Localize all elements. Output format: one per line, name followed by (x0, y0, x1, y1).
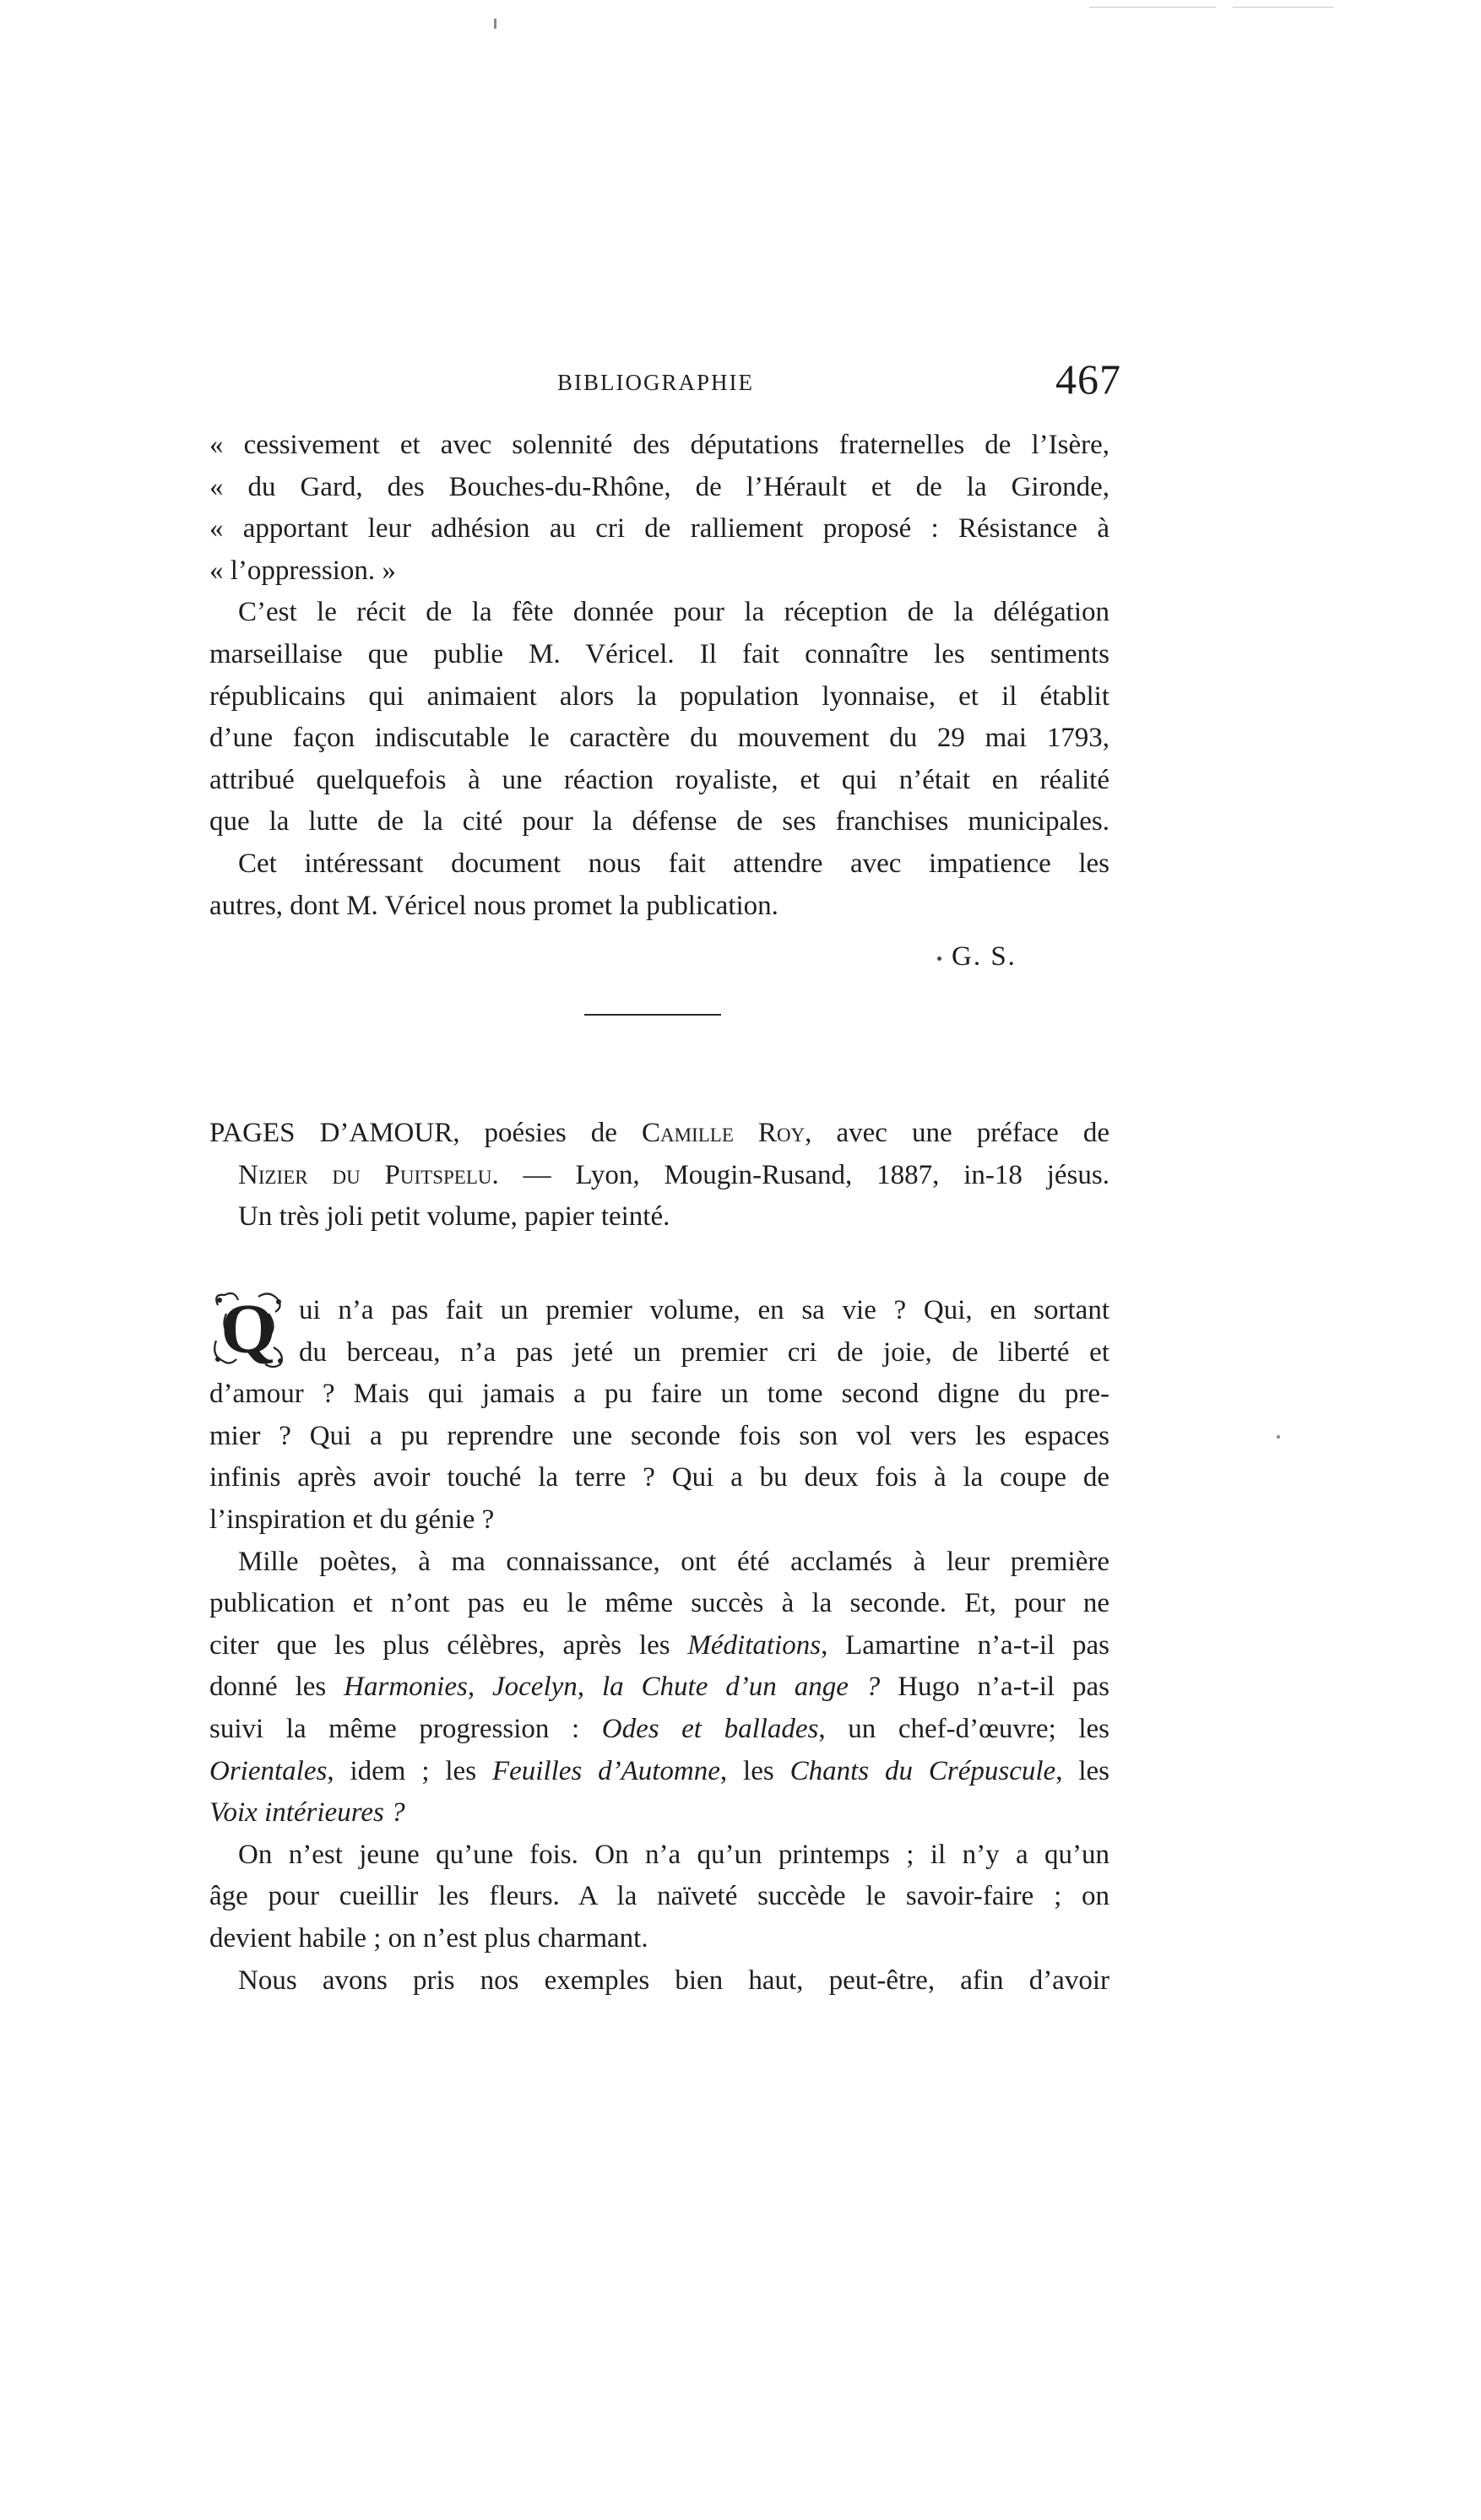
work-title: Orientales (209, 1755, 328, 1786)
text-line: marseillaise que publie M. Véricel. Il fait connaître les sentiments (209, 638, 1109, 669)
review-text (209, 1290, 1109, 2002)
scan-edge-mark (1089, 7, 1216, 8)
text-fragment: , idem ; les (327, 1755, 477, 1786)
bib-text: , poésies de (453, 1118, 642, 1148)
bib-line-1 (209, 1113, 1109, 1155)
text-line: âge pour cueillir les fleurs. A la naïveté succède le savoir-faire ; on (209, 1881, 1109, 1912)
work-title: Odes et ballades (601, 1713, 819, 1744)
text-line: autres, dont M. Véricel nous promet la publication. (209, 890, 778, 921)
stray-dot (494, 19, 496, 29)
text-line: « du Gard, des Bouches-du-Rhône, de l’Hérault et de la Gironde, (209, 471, 1109, 502)
text-line: attribué quelquefois à une réaction royaliste, et qui n’était en réalité (209, 764, 1109, 795)
work-title: Feuilles d’Automne (491, 1755, 720, 1786)
text-line: Cet intéressant document nous fait attendre avec impatience les (238, 848, 1109, 879)
section-divider (584, 1014, 721, 1016)
bib-line-2 (209, 1155, 1109, 1197)
text-line (209, 1666, 1109, 1709)
text-line: « l’oppression. » (209, 555, 396, 586)
text-line: infinis après avoir touché la terre ? Qui a bu deux fois à la coupe de (209, 1462, 1109, 1493)
text-line: républicains qui animaient alors la population lyonnaise, et il établit (209, 680, 1109, 712)
text-line: Mille poètes, à ma connaissance, ont été acclamés à leur première (238, 1546, 1109, 1577)
text-line: du berceau, n’a pas jeté un premier cri de joie, de liberté et (299, 1336, 1109, 1368)
text-line: « apportant leur adhésion au cri de ralliement proposé : Résistance à (209, 513, 1109, 545)
work-title: Harmonies, Jocelyn, la Chute d’un ange ? (344, 1672, 881, 1703)
bib-text: , avec une préface de (805, 1118, 1109, 1148)
scan-edge-mark (1233, 7, 1334, 8)
text-fragment: Hugo n’a-t-il pas (898, 1672, 1110, 1703)
signature-text: G. S. (952, 941, 1017, 972)
text-line: l’inspiration et du génie ? (209, 1504, 495, 1535)
signature-dot (937, 957, 941, 961)
work-title: Voix intérieures ? (209, 1797, 405, 1829)
text-line: Nous avons pris nos exemples bien haut, peut-être, afin d’avoir (238, 1965, 1109, 1996)
text-line: « cessivement et avec solennité des députations fraternelles de l’Isère, (209, 430, 1109, 460)
text-line (209, 1751, 1109, 1793)
text-fragment: , un chef-d’œuvre; les (818, 1713, 1109, 1744)
work-title: Méditations (687, 1629, 822, 1661)
text-line: C’est le récit de la fête donnée pour la réception de la délégation (238, 597, 1109, 628)
bibliographic-entry (209, 1113, 1109, 1238)
text-fragment: , les (719, 1755, 774, 1786)
text-fragment: donné les (209, 1672, 327, 1703)
text-line: mier ? Qui a pu reprendre une seconde fois son vol vers les espaces (209, 1420, 1109, 1451)
text-line: d’une façon indiscutable le caractère du mouvement du 29 mai 1793, (209, 723, 1109, 754)
page-number: 467 (1055, 355, 1121, 403)
text-line: publication et n’ont pas eu le même succès à la seconde. Et, pour ne (209, 1588, 1109, 1619)
book-author: Camille Roy (641, 1118, 806, 1148)
text-line (209, 1625, 1109, 1667)
publication-info: . — Lyon, Mougin-Rusand, 1887, in-18 jésus. (491, 1159, 1109, 1190)
text-line: devient habile ; on n’est plus charmant. (209, 1922, 648, 1954)
text-line: ui n’a pas fait un premier volume, en sa vie ? Qui, en sortant (299, 1295, 1109, 1325)
text-fragment: citer que les plus célèbres, après les (209, 1629, 670, 1661)
text-line (209, 1709, 1109, 1751)
stray-dot (1277, 1435, 1280, 1439)
text-line: d’amour ? Mais qui jamais a pu faire un tome second digne du pre- (209, 1379, 1109, 1410)
drop-cap-letter: Q (220, 1290, 276, 1368)
preface-author: Nizier du Puitspelu (238, 1159, 492, 1190)
text-line: que la lutte de la cité pour la défense de ses franchises municipales. (209, 806, 1109, 837)
text-line: On n’est jeune qu’une fois. On n’a qu’un printemps ; il n’y a qu’un (238, 1839, 1109, 1870)
text-fragment: suivi la même progression : (209, 1713, 580, 1744)
book-title: PAGES D’AMOUR (209, 1118, 453, 1148)
book-description: Un très joli petit volume, papier teinté. (238, 1201, 670, 1233)
text-fragment: , Lamartine n’a-t-il pas (821, 1629, 1110, 1661)
previous-article-text (209, 425, 1109, 927)
author-signature (937, 941, 1017, 973)
text-fragment: , les (1055, 1755, 1110, 1786)
running-head: BIBLIOGRAPHIE (557, 370, 754, 395)
text-line (209, 1792, 1109, 1834)
work-title: Chants du Crépuscule (789, 1755, 1056, 1786)
